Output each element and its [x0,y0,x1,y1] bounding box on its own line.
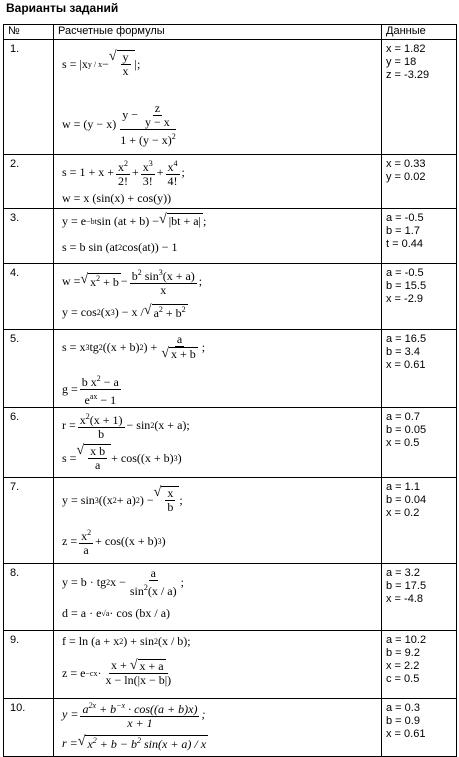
data-value: b = 0.04 [386,494,427,506]
data-value: b = 9.2 [386,647,420,659]
formula-1: y = e −bt sin (at + b) − √ |bt + a| ; [62,212,207,228]
formula-2: g = $\frac{b x^2 - a}{e^{ax} - 1}$ [62,374,119,407]
table-row [4,564,457,631]
formula-2: r = √ $x^2 + b - b^2$ sin(x + a) / x [62,734,207,751]
data-value: y = 18 [386,56,417,68]
row-number: 7. [4,478,54,564]
row-number: 8. [4,564,54,631]
data-value: x = 0.61 [386,359,426,371]
data-value: c = 0.5 [386,673,420,685]
tasks-table [3,24,457,757]
table-row [4,699,457,757]
formula-cell [54,209,382,264]
data-value: a = -0.5 [386,212,424,224]
table-row [4,209,457,264]
row-number: 1. [4,40,54,155]
row-number: 2. [4,155,54,209]
formula-1: s = x 3 tg 2 ((x + b) 2 ) + a √ x + b ; [62,332,206,361]
data-value: y = 0.02 [386,171,426,183]
row-number: 10. [4,699,54,757]
data-cell [382,264,457,330]
data-value: x = 0.5 [386,437,420,449]
page-title: Варианты заданий [6,1,119,15]
formula-2: d = a · e √a · cos (bx / a) [62,606,171,620]
table-row [4,330,457,408]
data-value: a = 1.1 [386,481,420,493]
data-value: x = -4.8 [386,593,423,605]
data-cell [382,478,457,564]
formula-cell [54,155,382,209]
data-cell [382,40,457,155]
data-value: a = 0.7 [386,411,420,423]
formula-cell [54,408,382,478]
data-cell [382,631,457,699]
data-cell [382,155,457,209]
formula-2: z = e −cx · x + √ x + a x − ln(|x − b|) [62,658,172,687]
data-value: x = 1.82 [386,43,426,55]
header-formulas: Расчетные формулы [54,25,382,40]
table-row [4,264,457,330]
data-value: x = 2.2 [386,660,420,672]
formula-cell [54,564,382,631]
formula-1: y = $\frac{a^{2x} + b^{-x} \cdot \cos((a + b)x)}{x + 1}$ ; [62,701,206,730]
table-row [4,478,457,564]
table-row [4,40,457,155]
formula-cell [54,478,382,564]
formula-1: s = 1 + x + $\frac{x^2}{2!}$ + $\frac{x^3}{3!}$ + $\frac{x^4}{4!}$ ; [62,159,185,188]
data-value: a = -0.5 [386,267,424,279]
table-row [4,631,457,699]
data-value: z = -3.29 [386,69,430,81]
data-cell [382,209,457,264]
data-value: x = -2.9 [386,293,423,305]
data-value: b = 0.05 [386,424,427,436]
formula-cell [54,330,382,408]
data-value: x = 0.2 [386,507,420,519]
data-value: b = 3.4 [386,346,420,358]
data-value: a = 3.2 [386,567,420,579]
data-cell [382,408,457,478]
row-number: 3. [4,209,54,264]
data-value: b = 17.5 [386,580,427,592]
data-cell [382,564,457,631]
data-cell [382,699,457,757]
formula-1: y = b · tg 2 x − $\frac{a}{\sin^2(x / a)}$ ; [62,566,184,598]
header-data: Данные [382,25,457,40]
formula-2: w = (y − x) y − $\frac{z}{y - x}$ $1 + (y - x)^2$ [62,101,176,147]
formula-cell [54,699,382,757]
table-row [4,408,457,478]
table-header-row [4,25,457,40]
formula-cell [54,264,382,330]
formula-1: r = $\frac{x^2(x + 1)}{b}$ − sin 2 (x + a); [62,412,190,441]
data-cell [382,330,457,408]
formula-1: w = √ $x^2 + b$ − $\frac{b^2 \sin^3(x + a)}{x}$ ; [62,268,203,297]
row-number: 5. [4,330,54,408]
formula-cell [54,631,382,699]
data-value: b = 0.9 [386,715,420,727]
formula-2: z = $\frac{x^2}{a}$ + cos((x + b) 3 ) [62,528,166,557]
table-row [4,155,457,209]
data-value: a = 10.2 [386,634,427,646]
data-value: t = 0.44 [386,238,424,250]
row-number: 4. [4,264,54,330]
formula-2: s = b sin (at 2 cos(at)) − 1 [62,240,178,254]
formula-1: y = sin 3 ((x 2 + a) 2 ) − √ $\frac{x}{b}$ ; [62,485,183,514]
data-value: b = 15.5 [386,280,427,292]
row-number: 9. [4,631,54,699]
row-number: 6. [4,408,54,478]
formula-2: w = x (sin(x) + cos(y)) [62,191,172,205]
data-value: x = 0.61 [386,728,426,740]
header-num: № [4,25,54,40]
data-value: a = 0.3 [386,702,420,714]
formula-2: s = √ $\frac{\text{x b}}{a}$ + cos((x + b) 3 ) [62,443,182,472]
formula-cell [54,40,382,155]
data-value: a = 16.5 [386,333,427,345]
formula-2: y = cos 2 (x 3 ) − x / √ $a^2 + b^2$ [62,303,186,320]
data-value: x = 0.33 [386,158,426,170]
formula-1: s = |x y / x − √ $\frac{y}{x}$ |; [62,49,141,78]
data-value: b = 1.7 [386,225,420,237]
formula-1: f = ln (a + x 2 ) + sin 2 (x / b); [62,634,191,648]
